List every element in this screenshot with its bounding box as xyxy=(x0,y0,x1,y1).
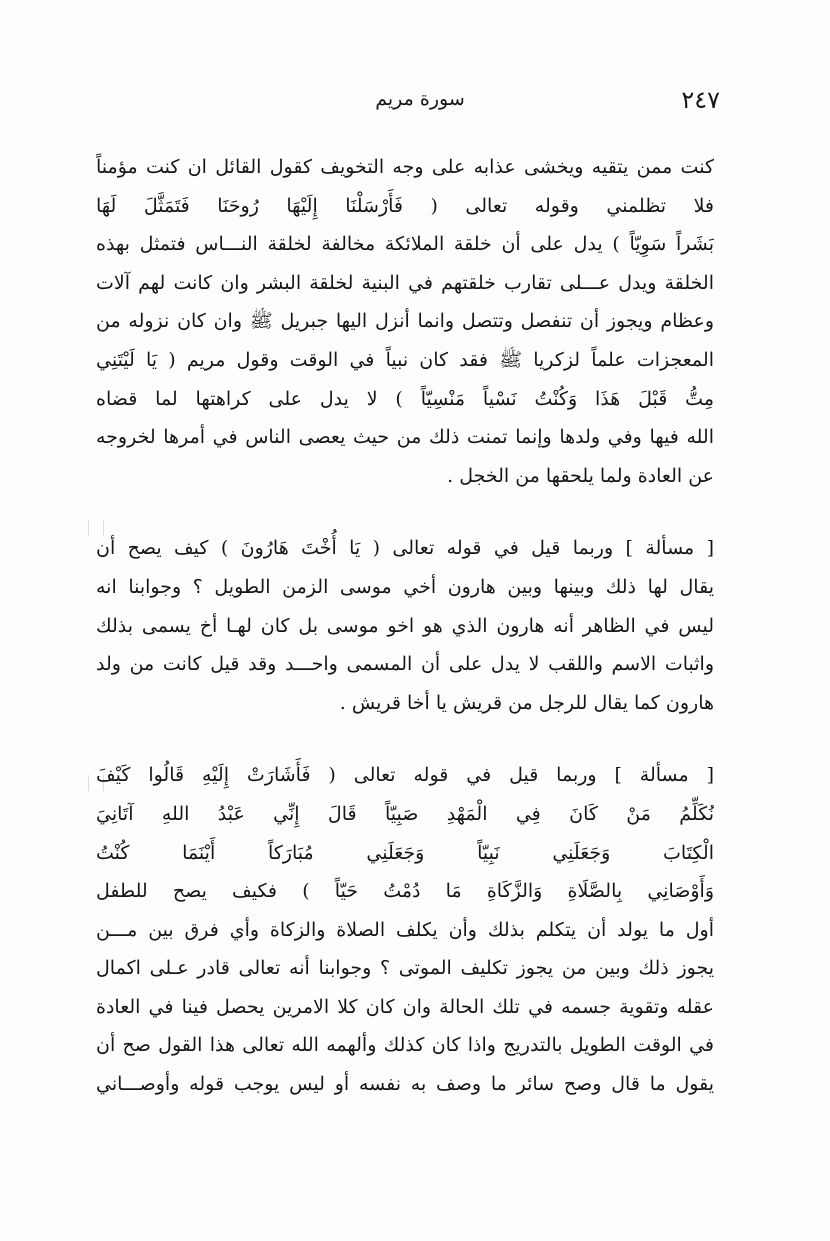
running-head xyxy=(120,86,720,122)
text-line: عن العادة ولما يلحقها من الخجل . xyxy=(447,464,714,487)
text-line: [ مسألة ] وربما قيل في قوله تعالى ( فَأَشَارَتْ إِلَيْهِ قَالُوا كَيْفَ xyxy=(96,764,714,787)
text-line: فلا تظلمني وقوله تعالى ( فَأَرْسَلْنَا إِلَيْهَا رُوحَنَا فَتَمَثَّلَ لَهَا xyxy=(96,194,714,217)
text-line: ليس في الظاهر أنه هارون الذي هو اخو موسى بل كان لهـا أخ يسمى بذلك xyxy=(96,614,714,637)
paragraph-3 xyxy=(96,756,714,1103)
paragraph-1 xyxy=(96,148,714,495)
text-line: أول ما يولد أن يتكلم بذلك وأن يكلف الصلاة والزكاة وأي فرق بين مـــن xyxy=(96,918,714,941)
text-line: [ مسألة ] وربما قيل في قوله تعالى ( يَا أُخْتَ هَارُونَ ) كيف يصح أن xyxy=(96,537,714,560)
text-line: الخلقة ويدل عـــلى تقارب خلقتهم في البنية لخلقة البشر وان كانت لهم آلات xyxy=(96,271,714,294)
paragraph-2 xyxy=(96,529,714,722)
text-line: كنت ممن يتقيه ويخشى عذابه على وجه التخويف كقول القائل ان كنت مؤمناً xyxy=(96,156,714,178)
surah-title: سورة مريم xyxy=(375,88,465,110)
text-line: نُكَلِّمُ مَنْ كَانَ فِي الْمَهْدِ صَبِيّاً قَالَ إِنِّي عَبْدُ اللهِ آتَانِيَ xyxy=(96,802,714,825)
text-line: يقول ما قال وصح سائر ما وصف به نفسه أو ليس يوجب قوله وأوصـــاني xyxy=(96,1073,714,1096)
text-line: بَشَراً سَوِيّاً ) يدل على أن خلقة الملائكة مخالفة لخلقة النـــاس فتمثل بهذه xyxy=(96,233,714,256)
text-line: مِتُّ قَبْلَ هَذَا وَكُنْتُ نَسْياً مَنْسِيّاً ) لا يدل على كراهتها لما قضاه xyxy=(96,387,714,410)
text-line: يجوز ذلك وبين من يجوز تكليف الموتى ؟ وجوابنا أنه تعالى قادر عـلى اكمال xyxy=(96,957,714,980)
paragraph-gap xyxy=(96,722,714,756)
text-line: في الوقت الطويل بالتدريج واذا كان كذلك وألهمه الله تعالى هذا القول صح أن xyxy=(96,1034,714,1057)
paragraph-gap xyxy=(96,495,714,529)
text-line: واثبات الاسم واللقب لا يدل على أن المسمى واحـــد وقد قيل كانت من ولد xyxy=(96,653,714,676)
text-line: الله فيها وفي ولدها وإنما تمنت ذلك من حيث يعصى الناس في أمرها لخروجه xyxy=(96,426,714,449)
body-text xyxy=(96,148,714,1104)
text-line: الْكِتَابَ وَجَعَلَنِي نَبِيّاً وَجَعَلَنِي مُبَارَكاً أَيْنَمَا كُنْتُ xyxy=(96,841,714,864)
text-line: المعجزات علماً لزكريا ﷺ فقد كان نبياً في الوقت وقول مريم ( يَا لَيْتَنِي xyxy=(96,348,714,371)
text-line: عقله وتقوية جسمه في تلك الحالة وان كان كلا الامرين يحصل فينا في العادة xyxy=(96,995,714,1018)
page-number: ٢٤٧ xyxy=(681,86,720,114)
text-line: هارون كما يقال للرجل من قريش يا أخا قريش . xyxy=(339,691,714,714)
text-line: وَأَوْصَانِي بِالصَّلَاةِ وَالزَّكَاةِ مَا دُمْتُ حَيّاً ) فكيف يصح للطفل xyxy=(96,880,714,903)
text-line: يقال لها ذلك وبينها وبين هارون أخي موسى الزمن الطويل ؟ وجوابنا انه xyxy=(96,575,714,598)
text-line: وعظام ويجوز أن تنفصل وتتصل وانما أنزل اليها جبريل ﷺ وان كان نزوله من xyxy=(96,310,714,333)
